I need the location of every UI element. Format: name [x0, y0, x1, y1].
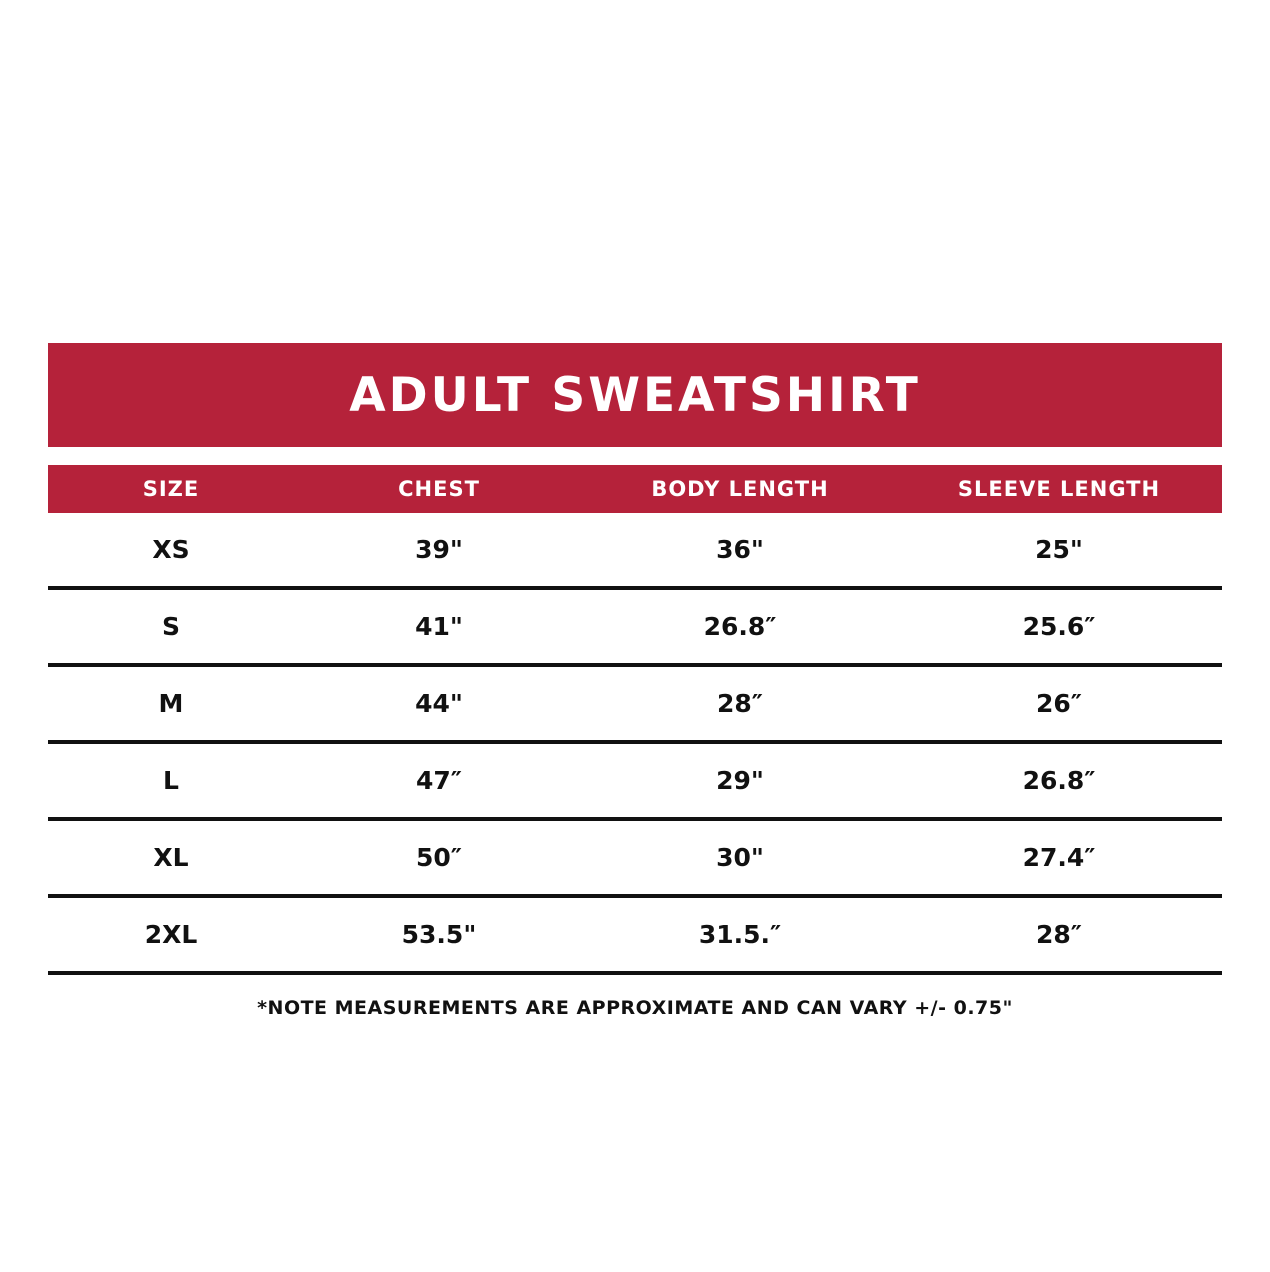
column-header-body-length: BODY LENGTH — [651, 477, 829, 501]
table-header-row — [48, 465, 1222, 513]
cell-chest: 44" — [415, 689, 463, 718]
size-chart — [48, 343, 1222, 1019]
cell-sleeve-length: 26″ — [1036, 689, 1082, 718]
cell-chest: 39" — [415, 535, 463, 564]
cell-chest: 41" — [415, 612, 463, 641]
table-row — [48, 590, 1222, 667]
chart-title-bar — [48, 343, 1222, 447]
cell-body-length: 26.8″ — [703, 612, 777, 641]
cell-body-length: 31.5.″ — [698, 920, 782, 949]
cell-size: S — [161, 612, 180, 641]
table-row — [48, 821, 1222, 898]
table-row — [48, 513, 1222, 590]
cell-sleeve-length: 27.4″ — [1022, 843, 1096, 872]
column-header-chest: CHEST — [398, 477, 480, 501]
cell-sleeve-length: 25" — [1035, 535, 1083, 564]
cell-size: 2XL — [144, 920, 198, 949]
table-row — [48, 898, 1222, 975]
cell-body-length: 36" — [716, 535, 764, 564]
cell-size: L — [163, 766, 179, 795]
cell-body-length: 30" — [716, 843, 764, 872]
cell-size: XS — [152, 535, 190, 564]
cell-chest: 50″ — [416, 843, 462, 872]
cell-body-length: 29" — [716, 766, 764, 795]
column-header-sleeve-length: SLEEVE LENGTH — [957, 477, 1161, 501]
cell-size: XL — [153, 843, 189, 872]
cell-sleeve-length: 25.6″ — [1022, 612, 1096, 641]
cell-sleeve-length: 26.8″ — [1022, 766, 1096, 795]
cell-chest: 53.5" — [401, 920, 477, 949]
table-row — [48, 667, 1222, 744]
table-row — [48, 744, 1222, 821]
column-header-size: SIZE — [142, 477, 200, 501]
cell-body-length: 28″ — [717, 689, 763, 718]
cell-sleeve-length: 28″ — [1036, 920, 1082, 949]
page-title: ADULT SWEATSHIRT — [349, 367, 921, 423]
cell-chest: 47″ — [416, 766, 462, 795]
measurement-note: *NOTE MEASUREMENTS ARE APPROXIMATE AND CAN VARY +/- 0.75" — [257, 997, 1013, 1019]
cell-size: M — [158, 689, 184, 718]
